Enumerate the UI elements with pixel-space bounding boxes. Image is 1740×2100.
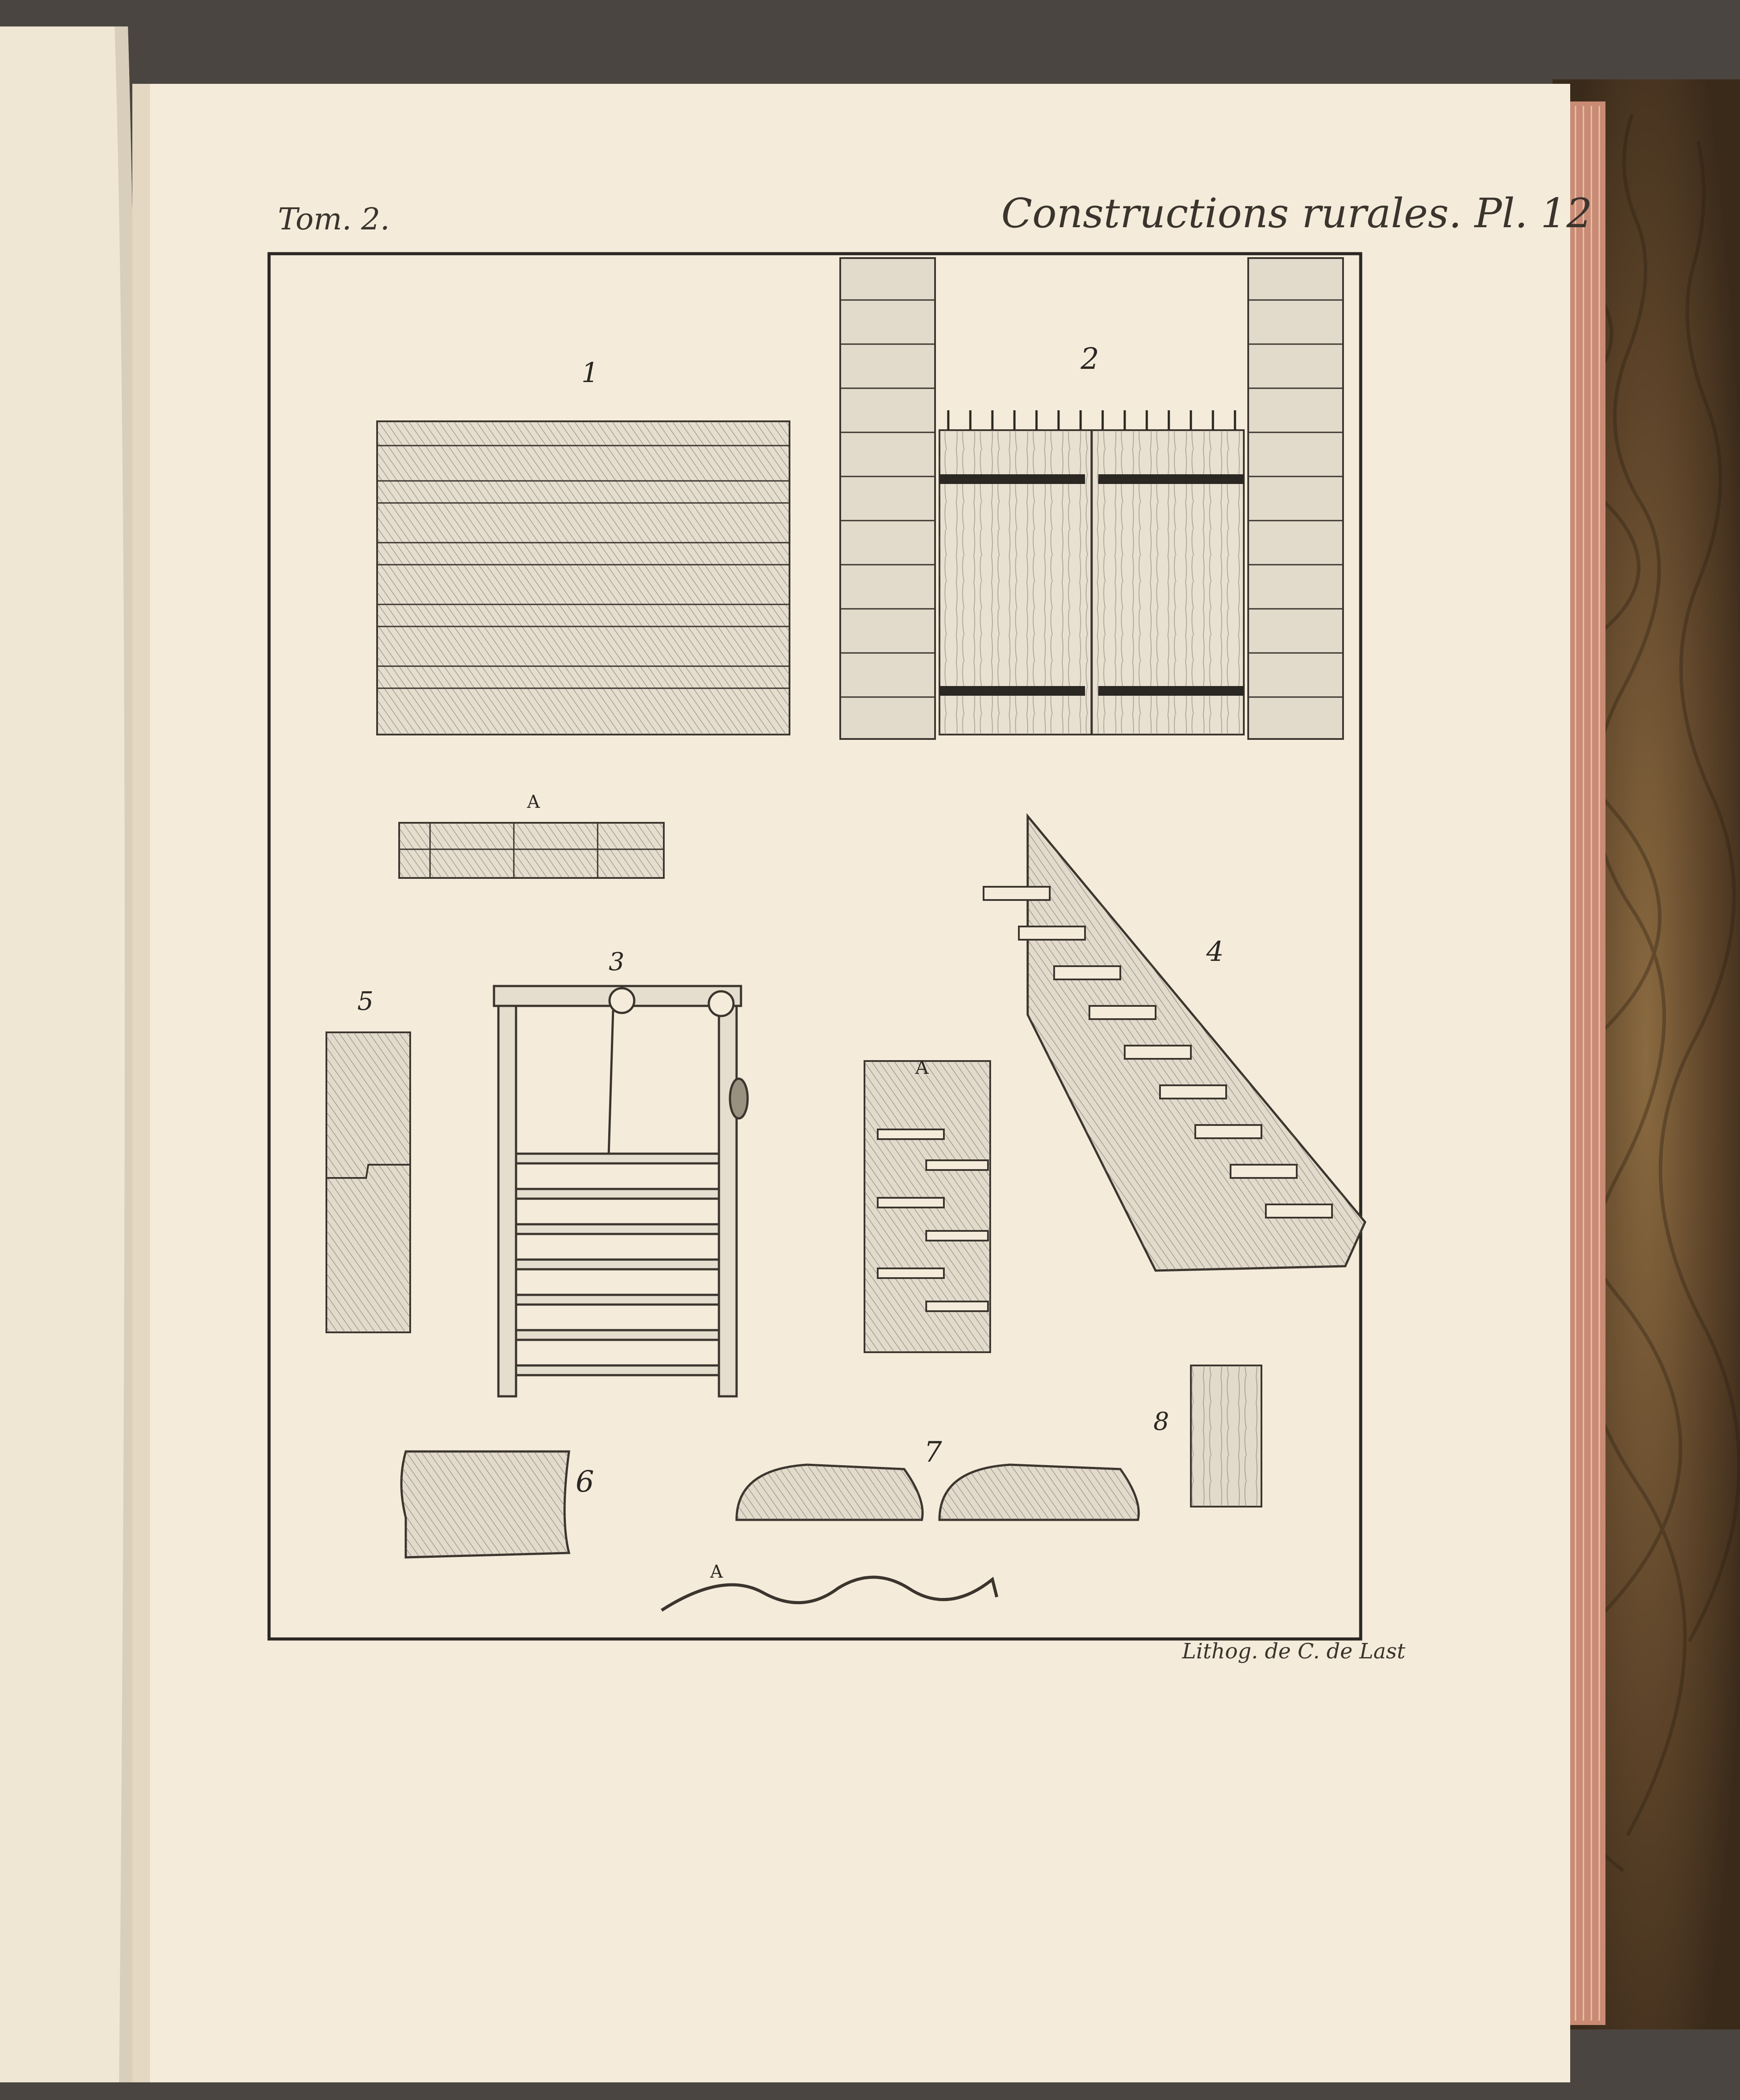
- fig-5-board-drawing: [326, 1032, 410, 1332]
- fig-6-tile-drawing: [401, 1451, 569, 1557]
- figure-8-number: 8: [1153, 1407, 1169, 1436]
- fig-1-wall-drawing: [377, 421, 790, 735]
- figure-2-number: 2: [1081, 342, 1099, 376]
- figure-5-number: 5: [357, 986, 374, 1016]
- figure-4-number: 4: [1206, 935, 1224, 968]
- detail-a-stair-label: A: [915, 1057, 929, 1078]
- figure-6-number: 6: [576, 1465, 594, 1499]
- fig-1a-wall-detail: [399, 823, 664, 878]
- detail-a-wall-label: A: [527, 792, 540, 812]
- fig-8-plank-drawing: [1191, 1365, 1261, 1507]
- detail-a-tile-label: A: [710, 1562, 723, 1582]
- lithographer-imprint: Lithog. de C. de Last: [1182, 1639, 1406, 1664]
- fig-4a-stair-detail: [864, 1061, 990, 1352]
- volume-label: Tom. 2.: [278, 202, 390, 237]
- figure-7-number: 7: [924, 1436, 942, 1469]
- figure-1-number: 1: [581, 356, 599, 389]
- figure-3-number: 3: [609, 948, 625, 976]
- plate-title: Constructions rurales. Pl. 12: [1001, 190, 1592, 237]
- left-page: [0, 26, 138, 2082]
